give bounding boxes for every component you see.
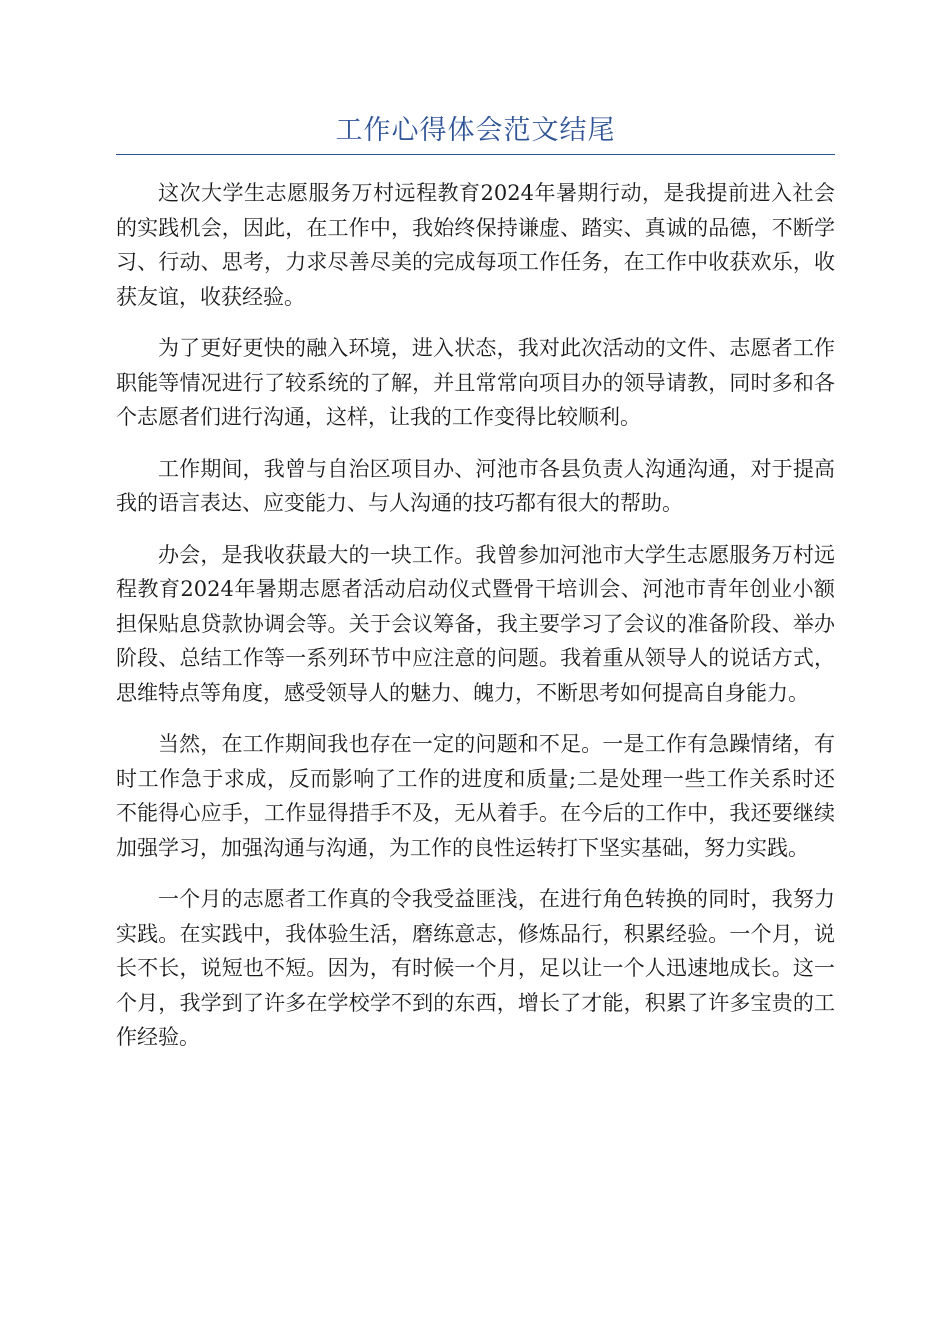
paragraph-6: 一个月的志愿者工作真的令我受益匪浅，在进行角色转换的同时，我努力实践。在实践中，我体验生活，磨练意志，修炼品行，积累经验。一个月，说长不长，说短也不短。因为，有时候一个月，足以让一个人迅速地成长。这一个月，我学到了许多在学校学不到的东西，增长了才能，积累了许多宝贵的工作经验。 bbox=[116, 887, 835, 1049]
paragraph-3: 工作期间，我曾与自治区项目办、河池市各县负责人沟通沟通，对于提高我的语言表达、应变能力、与人沟通的技巧都有很大的帮助。 bbox=[116, 456, 835, 515]
title-block bbox=[116, 112, 835, 155]
page-title: 工作心得体会范文结尾 bbox=[335, 115, 616, 146]
paragraph-1: 这次大学生志愿服务万村远程教育2024年暑期行动，是我提前进入社会的实践机会，因此，在工作中，我始终保持谦虚、踏实、真诚的品德，不断学习、行动、思考，力求尽善尽美的完成每项工作任务，在工作中收获欢乐，收获友谊，收获经验。 bbox=[116, 181, 835, 309]
document-body bbox=[116, 176, 835, 1072]
paragraph-4: 办会，是我收获最大的一块工作。我曾参加河池市大学生志愿服务万村远程教育2024年暑期志愿者活动启动仪式暨骨干培训会、河池市青年创业小额担保贴息贷款协调会等。关于会议筹备，我主要学习了会议的准备阶段、举办阶段、总结工作等一系列环节中应注意的问题。我着重从领导人的说话方式，思维特点等角度，感受领导人的魅力、魄力，不断思考如何提高自身能力。 bbox=[116, 542, 835, 705]
paragraph-5: 当然，在工作期间我也存在一定的问题和不足。一是工作有急躁情绪，有时工作急于求成，反而影响了工作的进度和质量;二是处理一些工作关系时还不能得心应手，工作显得措手不及，无从着手。在今后的工作中，我还要继续加强学习，加强沟通与沟通，为工作的良性运转打下坚实基础，努力实践。 bbox=[116, 732, 835, 860]
paragraph-2: 为了更好更快的融入环境，进入状态，我对此次活动的文件、志愿者工作职能等情况进行了较系统的了解，并且常常向项目办的领导请教，同时多和各个志愿者们进行沟通，这样，让我的工作变得比较顺利。 bbox=[116, 336, 835, 429]
